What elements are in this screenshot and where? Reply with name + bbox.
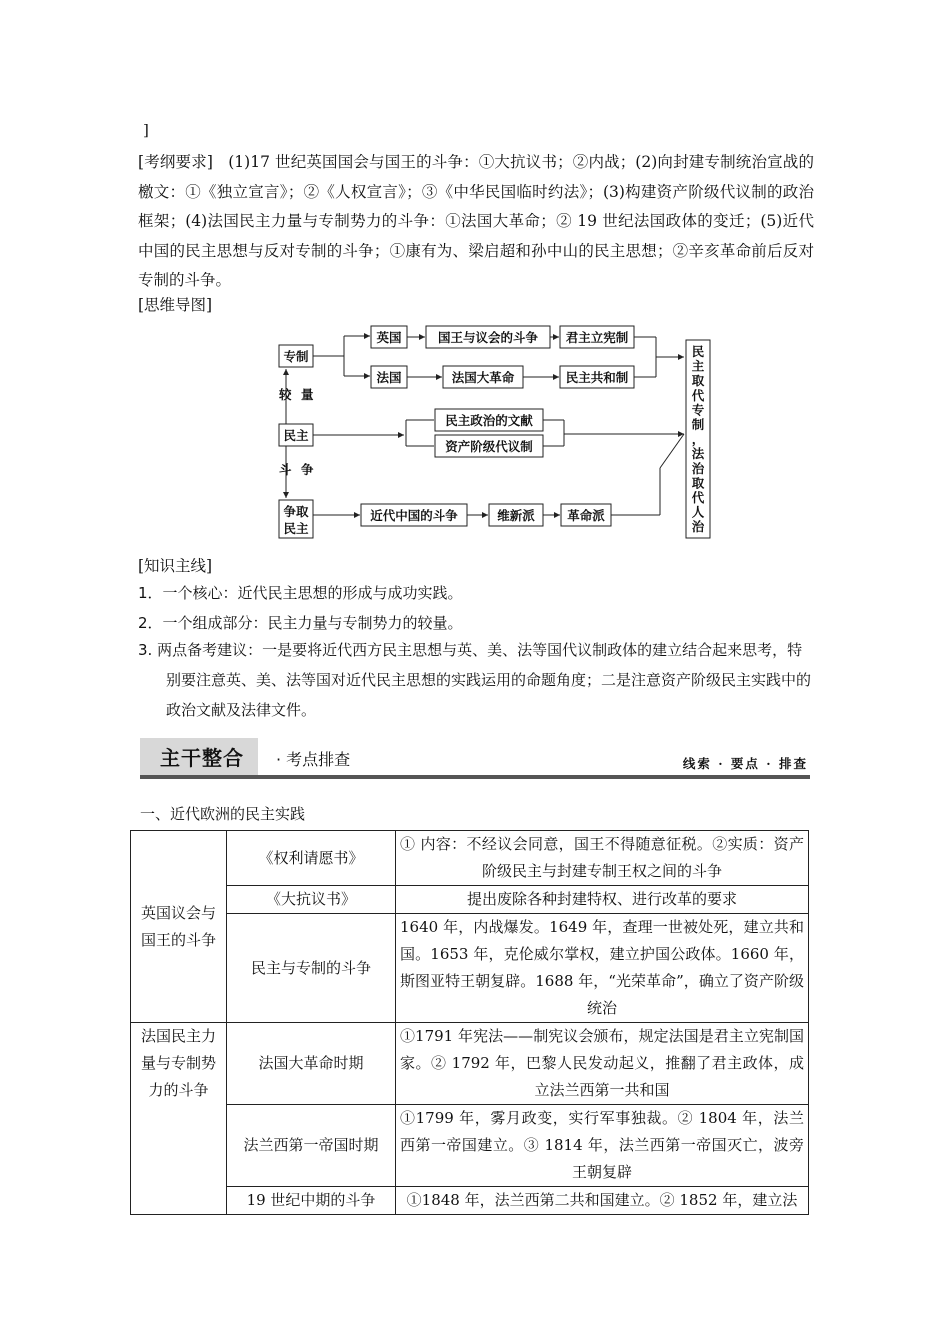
label-faguo: 法国 — [376, 370, 402, 385]
banner-rule — [140, 775, 810, 779]
result-char: 专 — [691, 402, 705, 418]
content-cell: ①1791 年宪法——制宪议会颁布，规定法国是君主立宪制国家。② 1792 年，巴黎人民发动起义，推翻了君主政体，成立法兰西第一共和国 — [396, 1023, 809, 1105]
section-banner — [140, 738, 810, 782]
topic-cell: 《权利请愿书》 — [227, 831, 396, 886]
content-cell: 提出废除各种封建特权、进行改革的要求 — [396, 886, 809, 914]
label-geming: 革命派 — [567, 508, 605, 523]
label-gonghe: 民主共和制 — [565, 370, 629, 385]
banner-title: 主干整合 — [160, 746, 244, 770]
main-line-item-2: 2．一个组成部分：民主力量与专制势力的较量。 — [138, 614, 463, 632]
content-cell: ① 内容：不经议会同意，国王不得随意征税。②实质：资产阶级民主与封建专制王权之间的斗争 — [396, 831, 809, 886]
result-char: 法 — [691, 446, 705, 462]
result-char: 取 — [691, 475, 705, 491]
result-char: 代 — [691, 387, 705, 403]
content-cell: ①1848 年，法兰西第二共和国建立。② 1852 年，建立法 — [396, 1187, 809, 1215]
label-dou: 斗 — [279, 462, 292, 477]
table-row — [131, 1023, 809, 1105]
label-junzhu: 君主立宪制 — [565, 330, 629, 345]
label-yingguo: 英国 — [376, 330, 402, 345]
result-char: 人 — [691, 504, 705, 520]
banner-subtitle: · 考点排查 — [276, 750, 351, 769]
label-liang: 量 — [301, 387, 314, 402]
result-char: 取 — [691, 373, 705, 389]
mind-map-diagram — [270, 318, 720, 544]
table-row — [131, 914, 809, 1023]
label-faguo-rev: 法国大革命 — [451, 370, 515, 385]
mindmap-heading: [思维导图] — [138, 296, 213, 314]
result-char: 治 — [691, 519, 705, 535]
syllabus-text: (1)17 世纪英国国会与国王的斗争：①大抗议书；②内战；(2)向封建专制统治宣战的檄文：①《独立宣言》；②《人权宣言》；③《中华民国临时约法》；(3)构建资产阶级代议制的政治框架；(4)法国民主力量与专制势力的斗争：①法国大革命；② 19 世纪法国政体的变迁；(5)近代中国的民主思想与反对专制的斗争；①康有为、梁启超和孙中山的民主思想；②辛亥革命前后反对专制的斗争。 — [138, 153, 814, 289]
topic-cell: 19 世纪中期的斗争 — [227, 1187, 396, 1215]
content-cell: ①1799 年，雾月政变，实行军事独裁。② 1804 年，法兰西第一帝国建立。③ 1814 年，法兰西第一帝国灭亡，波旁王朝复辟 — [396, 1105, 809, 1187]
label-weixin: 维新派 — [497, 508, 535, 523]
label-yingguo-struggle: 国王与议会的斗争 — [437, 330, 539, 345]
table-row — [131, 886, 809, 914]
topic-cell: 法国大革命时期 — [227, 1023, 396, 1105]
banner-right-label: 线索 · 要点 · 排查 — [682, 756, 808, 771]
label-china: 近代中国的斗争 — [370, 508, 458, 523]
history-table — [130, 830, 809, 1215]
section-title: 一、近代欧洲的民主实践 — [140, 805, 306, 823]
syllabus-label: [考纲要求] — [138, 153, 213, 171]
topic-cell: 法兰西第一帝国时期 — [227, 1105, 396, 1187]
table-row — [131, 1105, 809, 1187]
label-zhengqu2: 民主 — [283, 521, 309, 536]
result-char: 代 — [691, 490, 705, 505]
label-zhuanzhi: 专制 — [283, 349, 309, 364]
result-char: 民 — [691, 344, 705, 359]
label-jiao: 较 — [279, 387, 292, 402]
group-cell-uk: 英国议会与国王的斗争 — [131, 831, 227, 1023]
result-text — [692, 344, 705, 534]
result-char: 治 — [691, 460, 705, 476]
topic-cell: 民主与专制的斗争 — [227, 914, 396, 1023]
main-line-item-1: 1．一个核心：近代民主思想的形成与成功实践。 — [138, 584, 463, 602]
label-daiyi: 资产阶级代议制 — [445, 439, 533, 454]
topic-cell: 《大抗议书》 — [227, 886, 396, 914]
label-wenxian: 民主政治的文献 — [445, 413, 533, 428]
stray-bracket: ] — [143, 121, 149, 139]
result-char: 制 — [691, 417, 705, 432]
label-zhengqu1: 争取 — [283, 504, 309, 519]
table-row — [131, 1187, 809, 1215]
result-char: 主 — [691, 358, 705, 374]
label-minzhu: 民主 — [283, 428, 309, 443]
group-cell-fr: 法国民主力量与专制势力的斗争 — [131, 1023, 227, 1215]
syllabus-paragraph — [138, 148, 814, 296]
content-cell: 1640 年，内战爆发。1649 年，查理一世被处死，建立共和国。1653 年，克伦威尔掌权，建立护国公政体。1660 年，斯图亚特王朝复辟。1688 年，“光荣革命”，确立了资产阶级统治 — [396, 914, 809, 1023]
table-row — [131, 831, 809, 886]
result-char: ， — [691, 431, 705, 447]
main-line-heading: [知识主线] — [138, 557, 213, 575]
main-line-item-3: 3. 两点备考建议：一是要将近代西方民主思想与英、美、法等国代议制政体的建立结合起来思考，特别要注意英、美、法等国对近代民主思想的实践运用的命题角度；二是注意资产阶级民主实践中的政治文献及法律文件。 — [138, 641, 812, 719]
label-zheng: 争 — [301, 462, 314, 477]
